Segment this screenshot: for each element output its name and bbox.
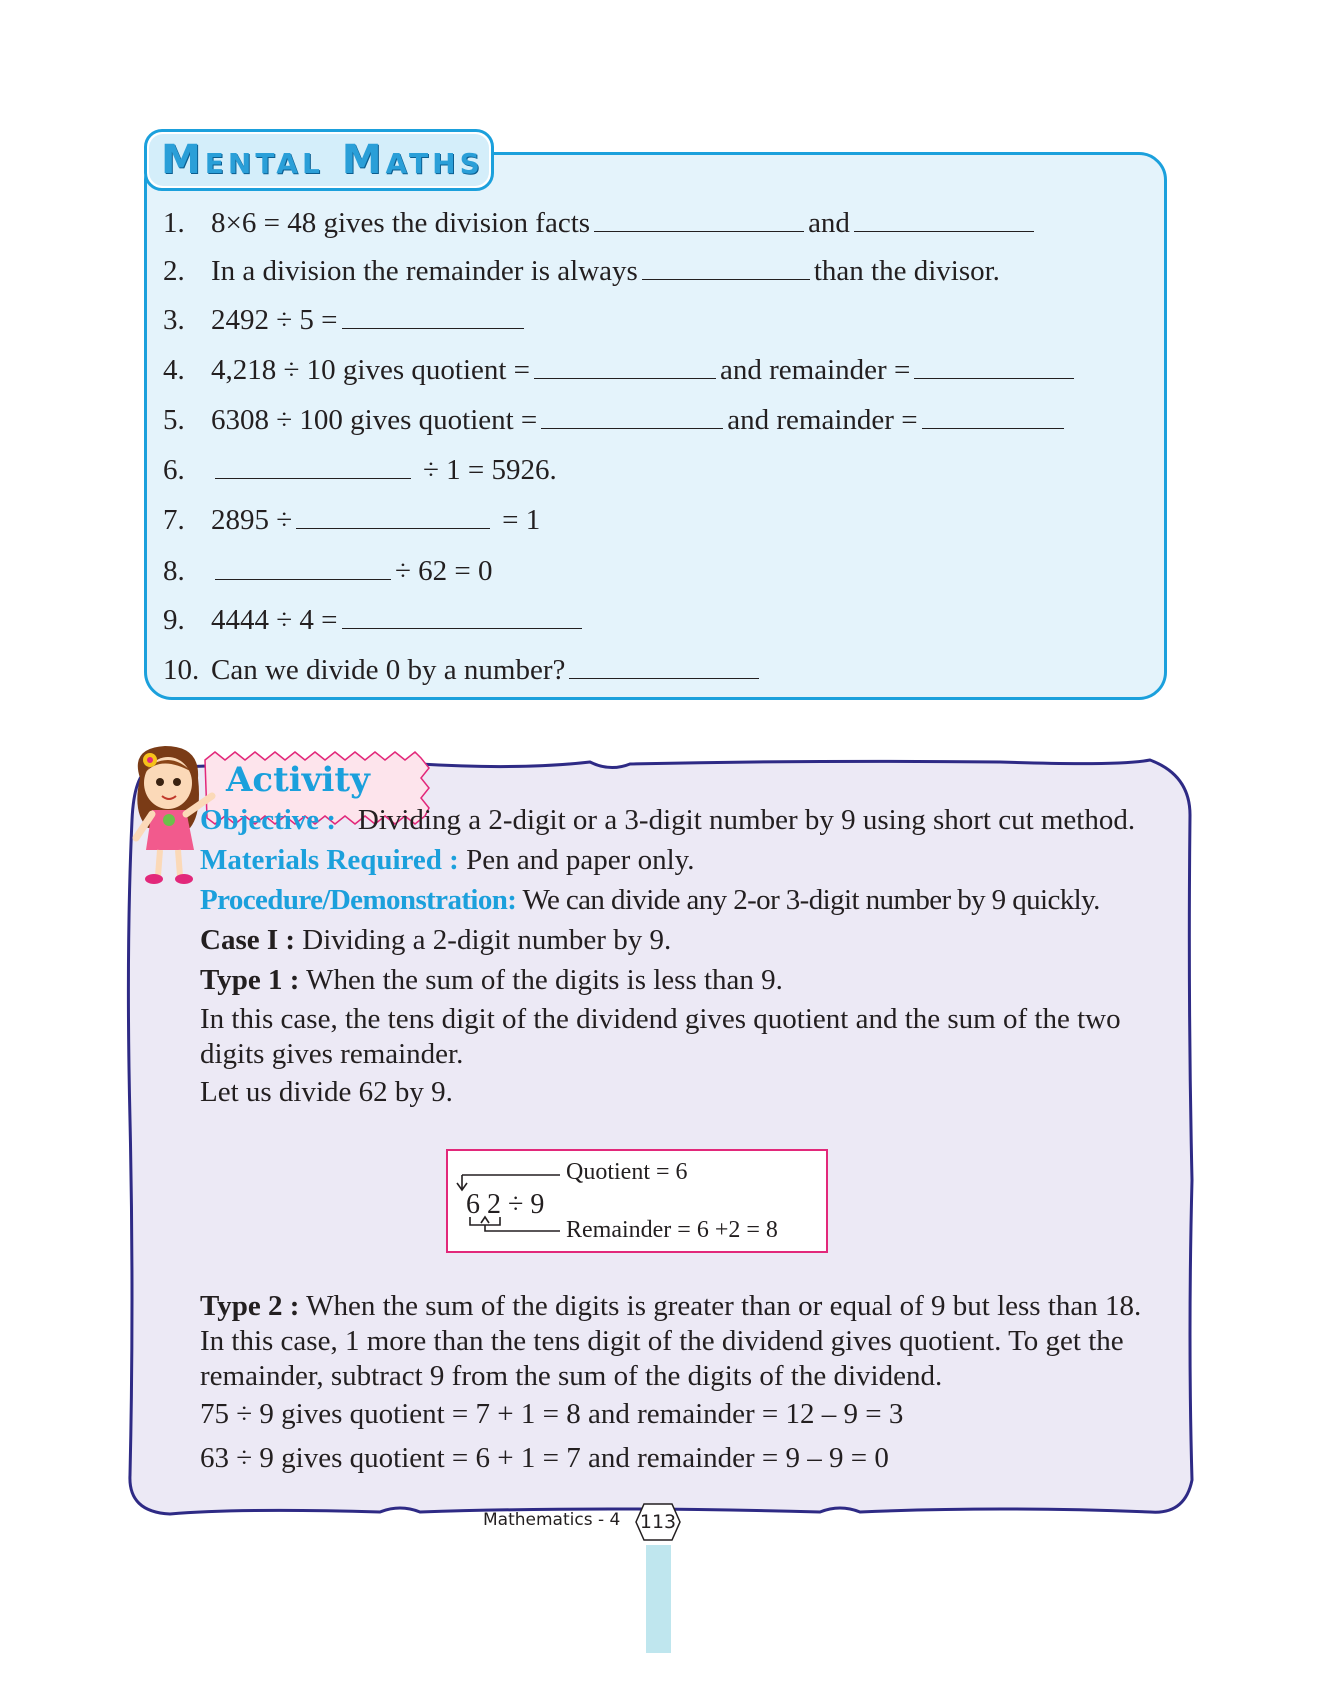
type1-label: Type 1 : <box>200 964 300 996</box>
materials-label: Materials Required : <box>200 844 459 876</box>
type1-line <box>200 962 783 998</box>
procedure-line <box>200 882 1100 918</box>
question-1: 1. 8×6 = 48 gives the division facts and <box>163 205 1038 240</box>
materials-text: Pen and paper only. <box>466 844 695 876</box>
case1-label: Case I : <box>200 924 296 956</box>
footer-book-title: Mathematics - 4 <box>483 1510 621 1530</box>
mental-maths-title: Mental Maths <box>161 137 484 183</box>
page-tab-strip <box>646 1545 671 1653</box>
question-5: 5. 6308 ÷ 100 gives quotient = and remainder = <box>163 402 1068 437</box>
quotient-label: Quotient = 6 <box>566 1159 688 1185</box>
procedure-text: We can divide any 2-or 3-digit number by 9 quickly. <box>522 884 1100 916</box>
page-number: 113 <box>639 1511 677 1533</box>
example-75: 75 ÷ 9 gives quotient = 7 + 1 = 8 and remainder = 12 – 9 = 3 <box>200 1398 904 1430</box>
case1-line <box>200 922 671 958</box>
objective-text: Dividing a 2-digit or a 3-digit number by 9 using short cut method. <box>357 804 1136 836</box>
materials-line <box>200 842 695 878</box>
example-expression: 6 2 ÷ 9 <box>466 1189 545 1220</box>
objective-label: Objective : <box>200 804 337 836</box>
remainder-label: Remainder = 6 +2 = 8 <box>566 1217 778 1243</box>
example-63: 63 ÷ 9 gives quotient = 6 + 1 = 7 and remainder = 9 – 9 = 0 <box>200 1442 889 1474</box>
type1-text: When the sum of the digits is less than 9. <box>306 964 783 996</box>
question-2: 2. In a division the remainder is always than the divisor. <box>163 255 1000 287</box>
type2-paragraph: In this case, 1 more than the tens digit of the dividend gives quotient. To get the remainder, subtract 9 from the sum of the digits of the dividend. <box>200 1325 1124 1392</box>
case1-text: Dividing a 2-digit number by 9. <box>302 924 672 956</box>
type2-text: When the sum of the digits is greater than or equal of 9 but less than 18. <box>306 1290 1142 1322</box>
question-4: 4. 4,218 ÷ 10 gives quotient = and remainder = <box>163 352 1078 387</box>
type2-label: Type 2 : <box>200 1290 300 1322</box>
objective-line <box>200 802 1135 838</box>
activity-title: Activity <box>226 760 370 800</box>
type1-paragraph: In this case, the tens digit of the dividend gives quotient and the sum of the two digits gives remainder. <box>200 1003 1121 1070</box>
question-9: 9. 4444 ÷ 4 = <box>163 602 586 637</box>
type2-line <box>200 1288 1141 1324</box>
question-10: 10. Can we divide 0 by a number? <box>163 652 763 687</box>
question-8: 8. ÷ 62 = 0 <box>163 555 493 587</box>
example-box <box>446 1149 828 1253</box>
procedure-label: Procedure/Demonstration: <box>200 884 517 916</box>
let-us-line: Let us divide 62 by 9. <box>200 1076 453 1108</box>
question-3: 3. 2492 ÷ 5 = <box>163 302 528 337</box>
question-6: 6. ÷ 1 = 5926. <box>163 454 557 486</box>
question-7: 7. 2895 ÷ = 1 <box>163 504 541 536</box>
